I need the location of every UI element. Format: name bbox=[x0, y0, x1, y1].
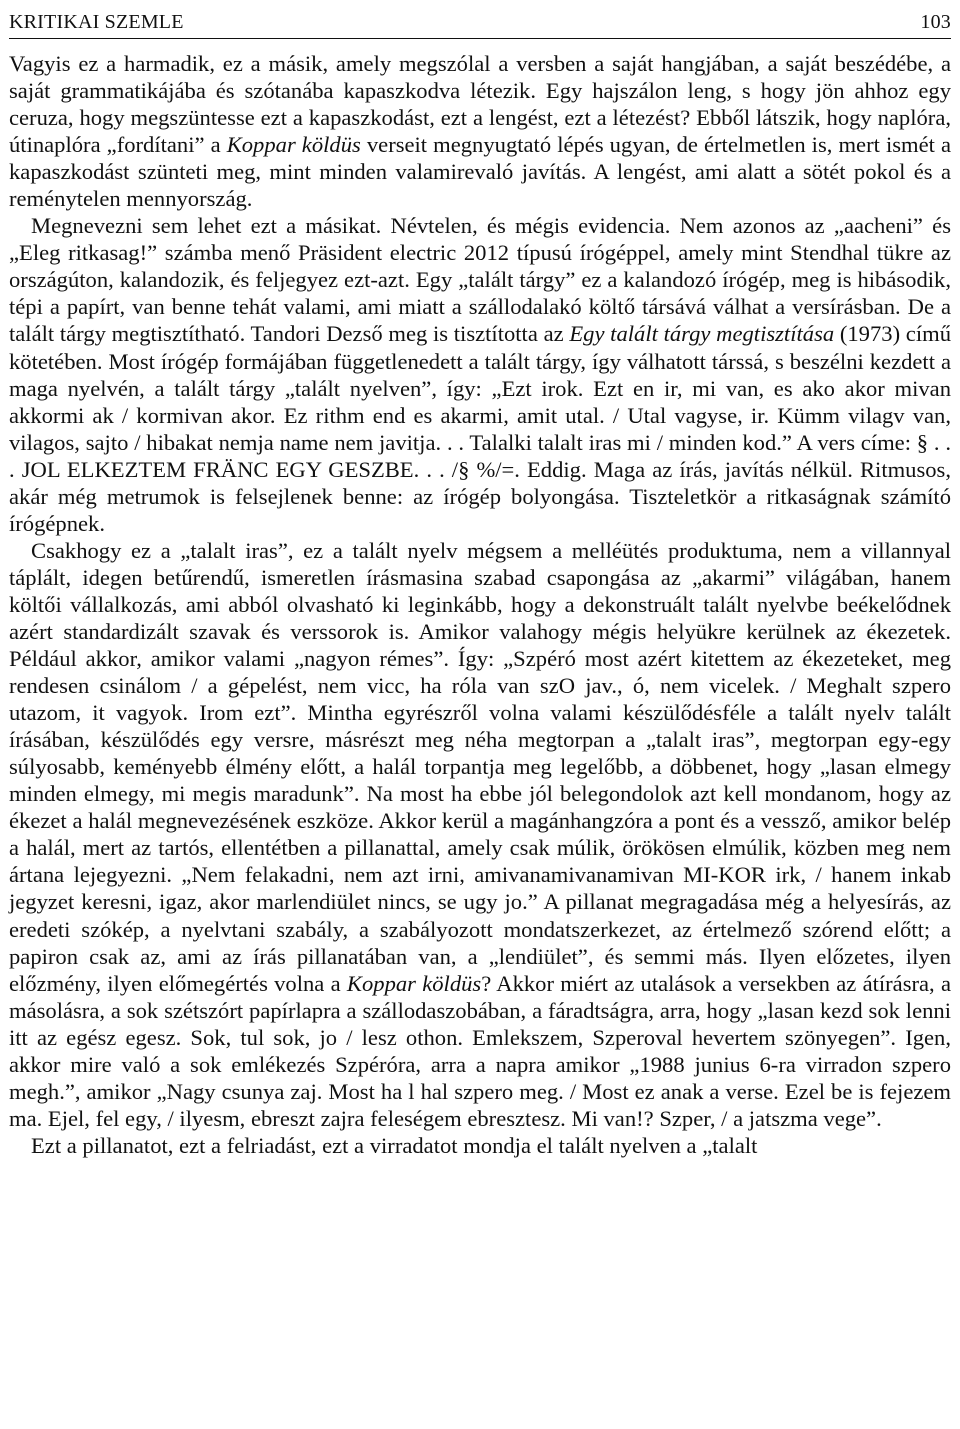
text-run: (1973) című kötetében. Most írógép formájában függetlenedett a talált tárgy, így válhatott társsá, s beszélni kezdett a maga nyelvén, a talált tárgy „talált nyelven”, így: „Ezt irok. Ezt en ir, mi van, es ako akor mivan akkormi ak / kormivan akor. Ez rithm end es akarmi, amit utal. / Utal vagyse, ir. Kümm vilagv van, vilagos, sajto / hibakat nemja name nem javitja. . . Talalki talalt iras mi / minden kod.” A vers címe: § . . . JOL ELKEZTEM FRÄNC EGY GESZBE. . . /§ %/=. Eddig. Maga az írás, javítás nélkül. Ritmusos, akár még metrumok is felsejlenek benne: az írógép bolyongása. Tiszteletkör a ritkaságnak számító írógépnek. bbox=[9, 321, 951, 536]
paragraph bbox=[9, 537, 951, 1132]
paragraph bbox=[9, 1132, 951, 1159]
text-run: Csakhogy ez a „talalt iras”, ez a talált nyelv mégsem a melléütés produktuma, nem a villannyal táplált, idegen betűrendű, ismeretlen írásmasina szabad csapongása az „akarmi” világában, hanem költői vállalkozás, ami abból olvasható ki leginkább, hogy a dekonstruált talált nyelvbe beékelődnek azért standardizált szavak és verssorok is. Amikor valahogy mégis helyükre kerülnek az ékezetek. Például akkor, amikor valami „nagyon rémes”. Így: „Szpéró most azért kitettem az ékezeteket, meg rendesen csinálom / a gépelést, nem vicc, ha róla van szO jav., ó, nem vicelek. / Meghalt szpero utazom, it vagyok. Irom ezt”. Mintha egyrészről volna valami készülődésféle a talált nyelv talált írásában, készülődés egy versre, másrészt meg néha megtorpan a „talalt iras”, megtorpan egy-egy súlyosabb, keményebb élmény előtt, a halál torpantja meg legelőbb, a döbbenet, hogy „lasan elmegy minden elmegy, mi megis maradunk”. Na most ha ebbe jól belegondolok azt kell mondanom, hogy az ékezet a halál megnevezésének eszköze. Akkor kerül a magánhangzóra a pont és a vessző, amikor belép a halál, mert az tartós, ellentétben a pillanattal, amely csak múlik, örökösen elmúlik, közben meg nem ártana lejegyezni. „Nem felakadni, nem azt irni, amivanamivanamivan MI-KOR irk, / hanem inkab jegyzet keresni, igaz, akor marlendiület nincs, se ugy jo.” A pillanat megragadása még a helyesírás, az eredeti szókép, a nyelvtani szabály, a szabályozott mondatszerkezet, az értelmező szórend előtt; a papiron csak az, ami az írás pillanatában van, a „lendiület”, és semmi más. Ilyen előzetes, ilyen előzmény, ilyen előmegértés volna a bbox=[9, 537, 951, 996]
journal-title: KRITIKAI SZEMLE bbox=[9, 11, 184, 33]
page-number: 103 bbox=[920, 11, 951, 33]
text-run: Ezt a pillanatot, ezt a felriadást, ezt a virradatot mondja el talált nyelven a „talalt bbox=[31, 1132, 758, 1158]
header-rule bbox=[9, 38, 951, 39]
text-run: Megnevezni sem lehet ezt a másikat. Névtelen, és mégis evidencia. Nem azonos az „aacheni” és „Eleg ritkasag!” számba menő Präsident electric 2012 típusú írógéppel, amely mint Stendhal tükre az országúton, kalandozik, és feljegyez ezt-azt. Egy „talált tárgy” ez a kalandozó írógép, meg is hibásodik, tépi a papírt, van benne tehát valami, ami miatt a szállodalakó költő társává válhat a versírásban. De a talált tárgy megtisztítható. Tandori Dezső meg is tisztította az bbox=[9, 213, 951, 347]
paragraph bbox=[9, 50, 951, 212]
text-run: verseit megnyugtató lépés ugyan, de értelmetlen is, mert ismét a kapaszkodást szünteti meg, mint minden valamirevaló javítás. A lengést, ami alatt a sötét pokol és a reménytelen mennyország. bbox=[9, 132, 951, 212]
title-reference: Egy talált tárgy megtisztítása bbox=[569, 321, 835, 347]
text-run: ? Akkor miért az utalások a versekben az átírásra, a másolásra, a sok szétszórt papírlapra a szállodaszobában, a fáradtságra, arra, hogy „lasan kezd sok lenni itt az egész egesz. Sok, tul sok, jo / lesz othon. Emlekszem, Szperoval hevertem szönyegen”. Igen, akkor mire való a sok emlékezés Szpéróra, arra a napra amikor „1988 junius 6-ra virradon szpero megh.”, amikor „Nagy csunya zaj. Most ha l hal szpero meg. / Most ez anak a verse. Ezel be is fejezem ma. Ejel, fel egy, / ilyesm, ebreszt zajra feleségem ebresztesz. Mi van!? Szper, / a jatszma vege”. bbox=[9, 970, 951, 1131]
article-body bbox=[9, 50, 951, 1159]
title-reference: Koppar köldüs bbox=[346, 970, 482, 996]
paragraph bbox=[9, 212, 951, 537]
text-run: Vagyis ez a harmadik, ez a másik, amely megszólal a versben a saját hangjában, a saját beszédébe, a saját grammatikájába és szótanába kapaszkodva létezik. Egy hajszálon leng, s hogy jön ahhoz egy ceruza, hogy megszüntesse ezt a kapaszkodást, ezt a lengést, ezt a létezést? Ebből látszik, hogy naplóra, útinaplóra „fordítani” a bbox=[9, 51, 951, 158]
running-head bbox=[9, 0, 951, 34]
title-reference: Koppar köldüs bbox=[226, 132, 361, 158]
